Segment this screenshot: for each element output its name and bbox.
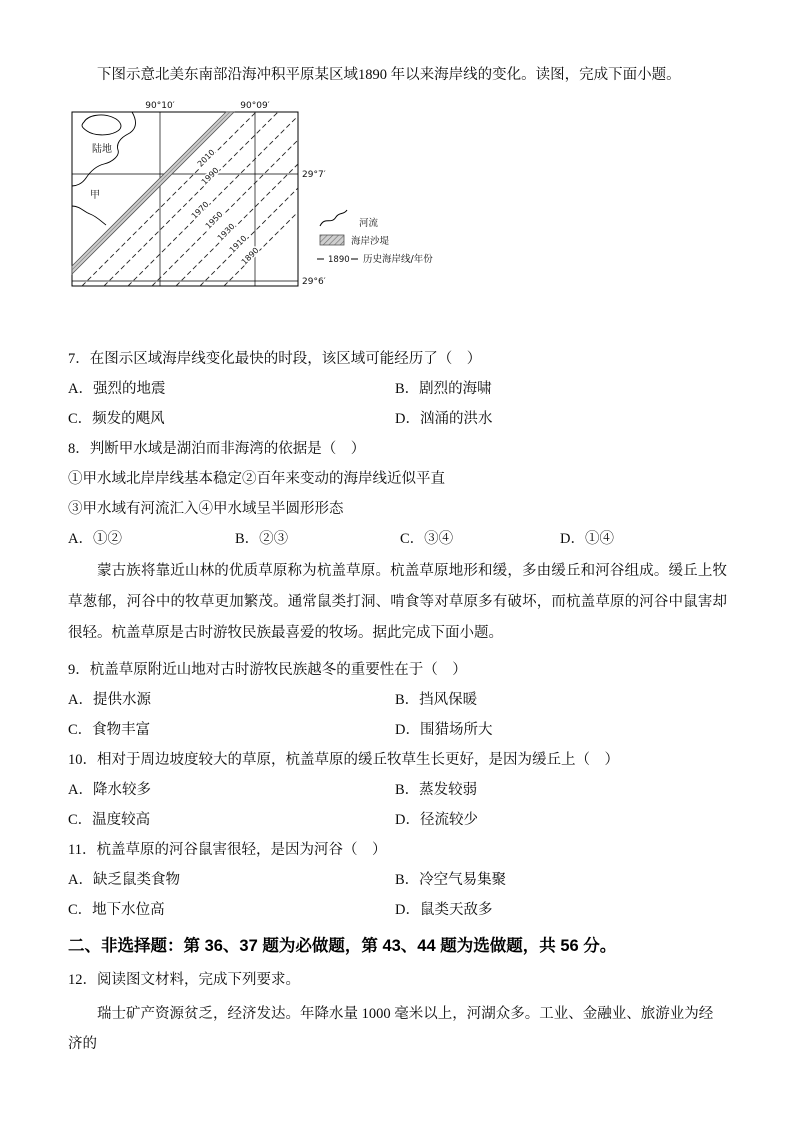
year-label-1970: 1970: [189, 199, 211, 221]
coastline-1930: [176, 164, 298, 286]
q7-option-c: C．频发的飓风: [68, 411, 165, 427]
q8-option-c: C．③④: [400, 531, 454, 547]
q11-option-b: B．冷空气易集聚: [395, 872, 507, 888]
year-label-1990: 1990: [199, 165, 221, 187]
coastline-1910: [200, 188, 298, 286]
section-2-heading: 二、非选择题：第 36、37 题为必做题，第 43、44 题为选做题，共 56 分。: [68, 937, 617, 955]
q10-option-d: D．径流较少: [395, 812, 478, 828]
legend-river-label: 河流: [359, 218, 379, 229]
q9-option-c: C．食物丰富: [68, 722, 151, 738]
year-label-2010: 2010: [195, 147, 217, 169]
q7-options: [68, 374, 727, 434]
q10-stem: 10．相对于周边坡度较大的草原，杭盖草原的缓丘牧草生长更好，是因为缓丘上（ ）: [68, 752, 619, 768]
q9-options: [68, 685, 727, 745]
legend-coastline-year: 1890: [328, 255, 350, 265]
passage-swiss: 瑞士矿产资源贫乏，经济发达。年降水量 1000 毫米以上，河湖众多。工业、金融业、旅游业为经济的: [68, 1006, 714, 1052]
coastline-1970: [128, 116, 298, 286]
legend-sandbar-swatch: [320, 235, 344, 245]
q10-options: [68, 775, 727, 835]
q8-options: [68, 524, 727, 554]
year-label-1890: 1890: [239, 245, 261, 267]
q7-option-d: D．汹涌的洪水: [395, 411, 493, 427]
year-label-1930: 1930: [215, 221, 237, 243]
year-label-1910: 1910: [227, 233, 249, 255]
lon-label-1: 90°10′: [145, 101, 175, 111]
lon-label-2: 90°09′: [240, 101, 270, 111]
q10-option-a: A．降水较多: [68, 782, 151, 798]
q11-option-a: A．缺乏鼠类食物: [68, 872, 180, 888]
q11-option-c: C．地下水位高: [68, 902, 165, 918]
q10-option-c: C．温度较高: [68, 812, 151, 828]
q8-option-b: B．②③: [235, 531, 289, 547]
intro-text: 下图示意北美东南部沿海冲积平原某区域1890 年以来海岸线的变化。读图，完成下面小题。: [97, 67, 681, 83]
q11-option-d: D．鼠类天敌多: [395, 902, 493, 918]
channel-shoreline: [72, 206, 106, 225]
q9-option-d: D．围猎场所大: [395, 722, 493, 738]
q8-clue-1: ①甲水域北岸岸线基本稳定②百年来变动的海岸线近似平直: [68, 471, 445, 487]
coastline-map-svg: [68, 98, 458, 298]
q9-stem: 9．杭盖草原附近山地对古时游牧民族越冬的重要性在于（ ）: [68, 662, 467, 678]
q7-stem: 7．在图示区域海岸线变化最快的时段，该区域可能经历了（ ）: [68, 351, 482, 367]
legend-river-symbol: [320, 210, 347, 226]
passage-hanggai: 蒙古族将靠近山林的优质草原称为杭盖草原。杭盖草原地形和缓，多由缓丘和河谷组成。缓丘上牧草葱郁，河谷中的牧草更加繁茂。通常鼠类打洞、啃食等对草原多有破坏，而杭盖草原的河谷中鼠害却很轻。杭盖草原是古时游牧民族最喜爱的牧场。据此完成下面小题。: [68, 563, 727, 641]
land-label: 陆地: [92, 144, 112, 155]
q12-stem: 12．阅读图文材料，完成下列要求。: [68, 972, 300, 988]
year-label-1950: 1950: [203, 209, 225, 231]
q7-option-b: B．剧烈的海啸: [395, 381, 492, 397]
legend-coastline-label: 历史海岸线/年份: [363, 254, 433, 265]
q8-option-a: A．①②: [68, 531, 122, 547]
map-figure: [68, 98, 727, 298]
jia-water-label: 甲: [90, 190, 100, 201]
q8-option-d: D．①④: [560, 531, 614, 547]
q11-stem: 11．杭盖草原的河谷鼠害很轻，是因为河谷（ ）: [68, 842, 387, 858]
q8-clue-2: ③甲水域有河流汇入④甲水域呈半圆形形态: [68, 501, 344, 517]
q8-stem: 8．判断甲水域是湖泊而非海湾的依据是（ ）: [68, 441, 366, 457]
coastline-2010: [82, 112, 256, 286]
q10-option-b: B．蒸发较弱: [395, 782, 478, 798]
land-island-outline: [82, 115, 121, 135]
q9-option-a: A．提供水源: [68, 692, 151, 708]
coastline-1950: [152, 140, 298, 286]
q9-option-b: B．挡风保暖: [395, 692, 478, 708]
lat-label-1: 29°7′: [302, 170, 326, 180]
q11-options: [68, 865, 727, 925]
map-border: [72, 112, 298, 286]
legend-sandbar-label: 海岸沙堤: [351, 236, 390, 247]
lat-label-2: 29°6′: [302, 277, 326, 287]
q7-option-a: A．强烈的地震: [68, 381, 166, 397]
